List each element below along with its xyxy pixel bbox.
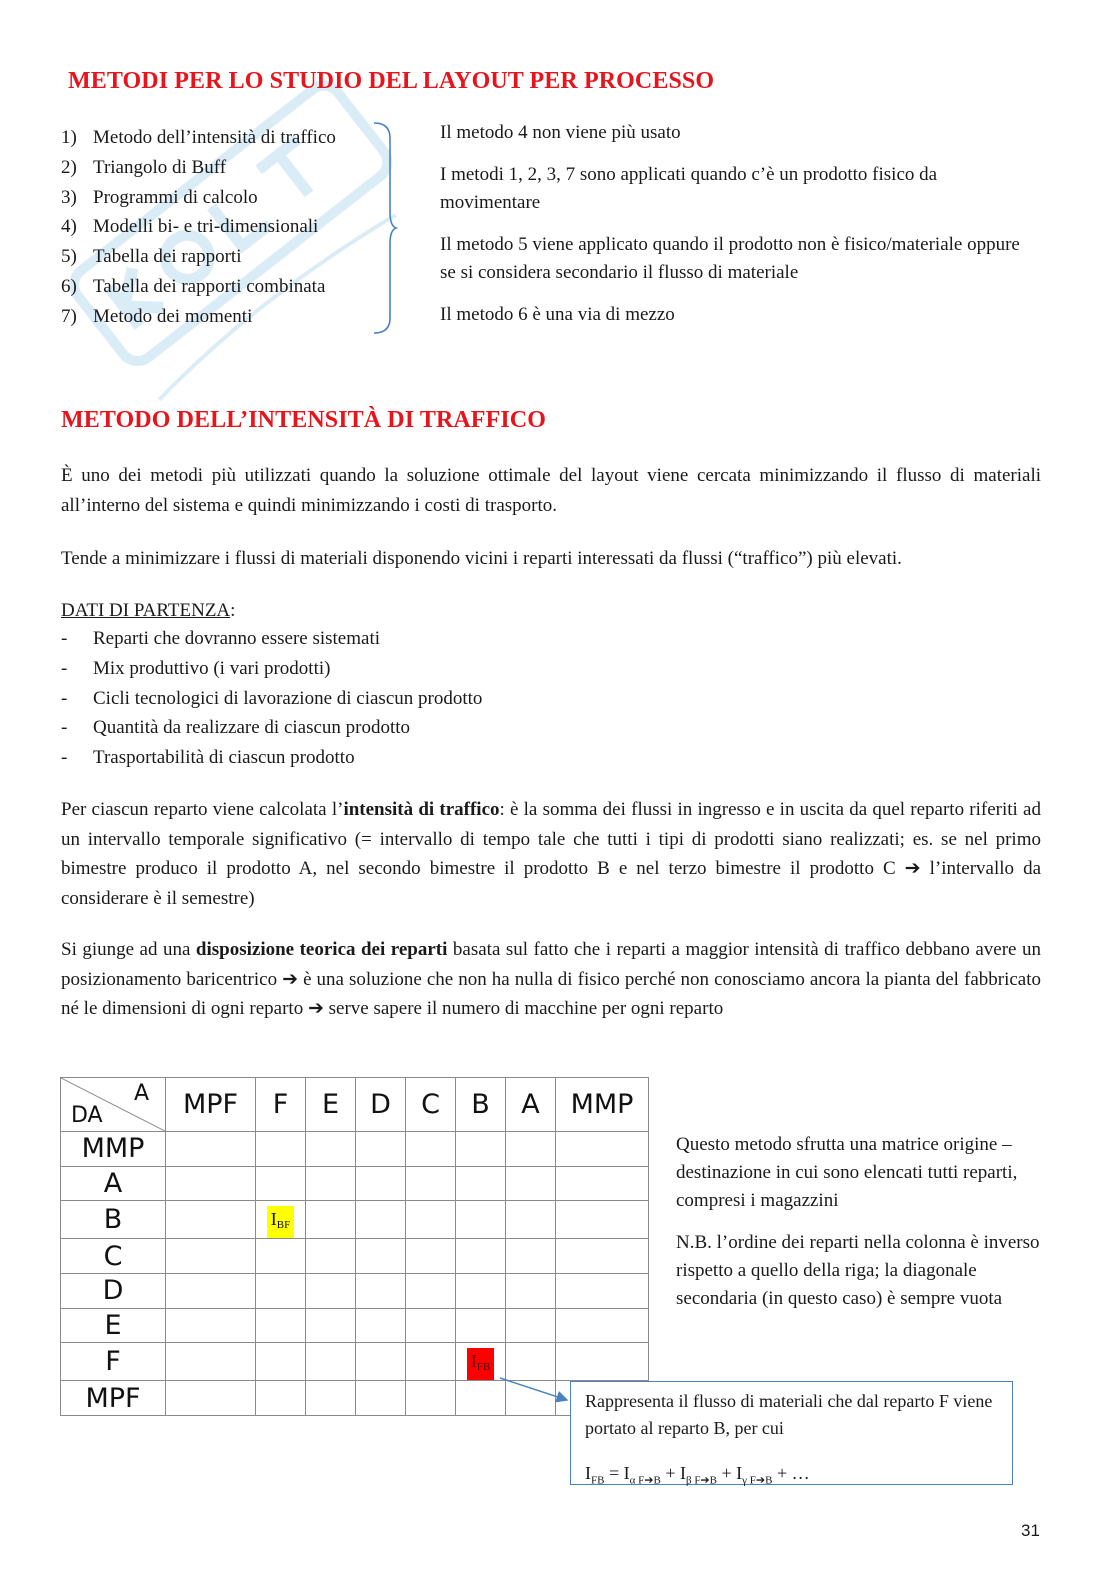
list-item: 4) Modelli bi- e tri-dimensionali	[61, 216, 319, 238]
table-row	[61, 1166, 649, 1201]
list-item: 5) Tabella dei rapporti	[61, 246, 242, 268]
callout-text: Rappresenta il flusso di materiali che dal reparto F viene portato al reparto B, per cui	[585, 1391, 993, 1438]
list-item: - Cicli tecnologici di lavorazione di ciascun prodotto	[61, 687, 483, 709]
cell-b-f	[256, 1201, 306, 1239]
matrix-corner: A DA	[61, 1078, 166, 1132]
row-header: A	[61, 1166, 166, 1201]
column-header: MMP	[556, 1078, 649, 1132]
list-item: - Reparti che dovranno essere sistemati	[61, 628, 381, 649]
table-row	[61, 1308, 649, 1343]
list-item: 6) Tabella dei rapporti combinata	[61, 275, 326, 297]
list-item: 3) Programmi di calcolo	[61, 186, 258, 208]
section1-title: METODI PER LO STUDIO DEL LAYOUT PER PROCESSO	[68, 68, 715, 94]
list-item: 1) Metodo dell’intensità di traffico	[61, 127, 336, 148]
table-row	[61, 1132, 649, 1167]
note: I metodi 1, 2, 3, 7 sono applicati quando c’è un prodotto fisico da movimentare	[440, 164, 938, 213]
column-header: D	[356, 1078, 406, 1132]
column-header: C	[406, 1078, 456, 1132]
note: Il metodo 5 viene applicato quando il prodotto non è fisico/materiale oppure se si considera secondario il flusso di materiale	[440, 234, 1020, 283]
table-row	[61, 1274, 649, 1309]
list-item: - Quantità da realizzare di ciascun prodotto	[61, 717, 411, 739]
connector-arrow	[495, 1372, 575, 1412]
matrix-header-row	[61, 1078, 649, 1132]
paragraph-disposition: Si giunge ad una disposizione teorica dei reparti basata sul fatto che i reparti a maggior intensità di traffico debbano avere un posizionamento baricentrico ➔ è una soluzione che non ha nulla di fisico perché non conosciamo ancora la pianta del fabbricato né le dimensioni di ogni reparto ➔ serve sapere il numero di macchine per ogni reparto	[61, 939, 1041, 1019]
matrix-explanation	[676, 1131, 1061, 1327]
flow-ibf-mark: $I_{BF}$	[267, 1206, 294, 1238]
row-header: MPF	[61, 1381, 166, 1416]
column-header: E	[306, 1078, 356, 1132]
page-number: 31	[1021, 1521, 1040, 1540]
column-header: B	[456, 1078, 506, 1132]
flow-formula: $I_{FB} = I_{\alpha F➔B} + I_{\beta F➔B} + I_{\gamma F➔B}$ + …	[585, 1463, 810, 1487]
dati-list	[61, 624, 482, 773]
flow-ifb-mark: $I_{FB}$	[467, 1348, 494, 1380]
row-header: D	[61, 1274, 166, 1309]
row-header: E	[61, 1308, 166, 1343]
term-intensita: intensità di traffico	[343, 799, 500, 820]
column-header: MPF	[166, 1078, 256, 1132]
row-header: MMP	[61, 1132, 166, 1167]
row-header: C	[61, 1239, 166, 1274]
paragraph-intro: È uno dei metodi più utilizzati quando la soluzione ottimale del layout viene cercata minimizzando il flusso di materiali all’interno del sistema e quindi minimizzando i costi di trasporto.	[61, 465, 1041, 516]
origin-destination-matrix	[60, 1077, 649, 1416]
table-row	[61, 1201, 649, 1239]
row-header: F	[61, 1343, 166, 1381]
curly-brace	[372, 120, 398, 336]
column-header: F	[256, 1078, 306, 1132]
list-item: 7) Metodo dei momenti	[61, 305, 253, 327]
paragraph-intensity: Per ciascun reparto viene calcolata l’intensità di traffico: è la somma dei flussi in ingresso e in uscita da quel reparto riferiti ad un intervallo temporale significativo (= intervallo di tempo tale che tutti i tipi di prodotti siano realizzati; es. se nel primo bimestre produco il prodotto A, nel secondo bimestre il prodotto B e nel terzo bimestre il prodotto C ➔ l’intervallo da considerare è il semestre)	[61, 799, 1041, 909]
column-header: A	[506, 1078, 556, 1132]
methods-notes	[440, 119, 1040, 343]
paragraph-minimize: Tende a minimizzare i flussi di materiali disponendo vicini i reparti interessati da flussi (“traffico”) più elevati.	[61, 548, 902, 569]
note: Il metodo 4 non viene più usato	[440, 122, 681, 143]
table-row	[61, 1239, 649, 1274]
list-item: - Mix produttivo (i vari prodotti)	[61, 657, 331, 679]
list-item: - Trasportabilità di ciascun prodotto	[61, 747, 355, 769]
note: Il metodo 6 è una via di mezzo	[440, 304, 675, 325]
methods-list	[61, 123, 336, 332]
list-item: 2) Triangolo di Buff	[61, 156, 227, 178]
callout-box	[570, 1381, 1013, 1485]
nb-text: N.B. l’ordine dei reparti nella colonna è inverso rispetto a quello della riga; la diagonale secondaria (in questo caso) è sempre vuota	[676, 1232, 1040, 1309]
section2-title: METODO DELL’INTENSITÀ DI TRAFFICO	[61, 407, 546, 433]
term-disposizione: disposizione teorica dei reparti	[195, 939, 448, 960]
row-header: B	[61, 1201, 166, 1239]
dati-heading: DATI DI PARTENZA:	[61, 600, 236, 621]
explanation-text: Questo metodo sfrutta una matrice origine – destinazione in cui sono elencati tutti reparti, compresi i magazzini	[676, 1134, 1018, 1211]
